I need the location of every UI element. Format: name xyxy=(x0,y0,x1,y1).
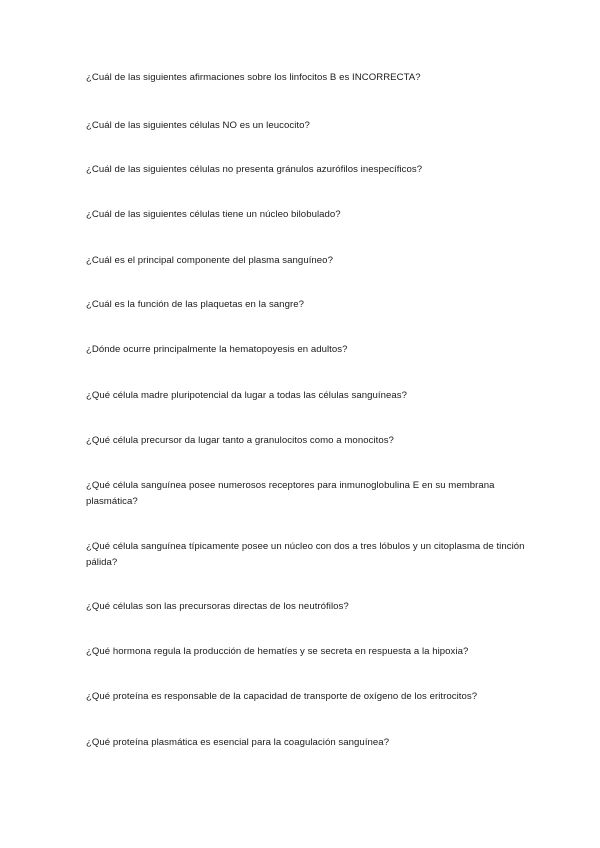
question-12: ¿Qué células son las precursoras directas de los neutrófilos? xyxy=(86,601,349,612)
question-10: ¿Qué célula sanguínea posee numerosos receptores para inmunoglobulina E en su membrana plasmática? xyxy=(86,480,495,507)
question-13: ¿Qué hormona regula la producción de hematíes y se secreta en respuesta a la hipoxia? xyxy=(86,646,469,657)
question-15: ¿Qué proteína plasmática es esencial para la coagulación sanguínea? xyxy=(86,737,390,748)
question-4: ¿Cuál de las siguientes células tiene un núcleo bilobulado? xyxy=(86,209,341,220)
question-5: ¿Cuál es el principal componente del plasma sanguíneo? xyxy=(86,255,333,266)
question-1: ¿Cuál de las siguientes afirmaciones sobre los linfocitos B es INCORRECTA? xyxy=(86,72,421,83)
question-2: ¿Cuál de las siguientes células NO es un leucocito? xyxy=(86,120,310,131)
question-11: ¿Qué célula sanguínea típicamente posee un núcleo con dos a tres lóbulos y un citoplasma de tinción pálida? xyxy=(86,541,525,568)
question-3: ¿Cuál de las siguientes células no presenta gránulos azurófilos inespecíficos? xyxy=(86,164,423,175)
question-6: ¿Cuál es la función de las plaquetas en la sangre? xyxy=(86,299,304,310)
question-9: ¿Qué célula precursor da lugar tanto a granulocitos como a monocitos? xyxy=(86,435,394,446)
question-7: ¿Dónde ocurre principalmente la hematopoyesis en adultos? xyxy=(86,344,348,355)
question-8: ¿Qué célula madre pluripotencial da lugar a todas las células sanguíneas? xyxy=(86,390,407,401)
question-14: ¿Qué proteína es responsable de la capacidad de transporte de oxígeno de los eritrocitos? xyxy=(86,691,478,702)
